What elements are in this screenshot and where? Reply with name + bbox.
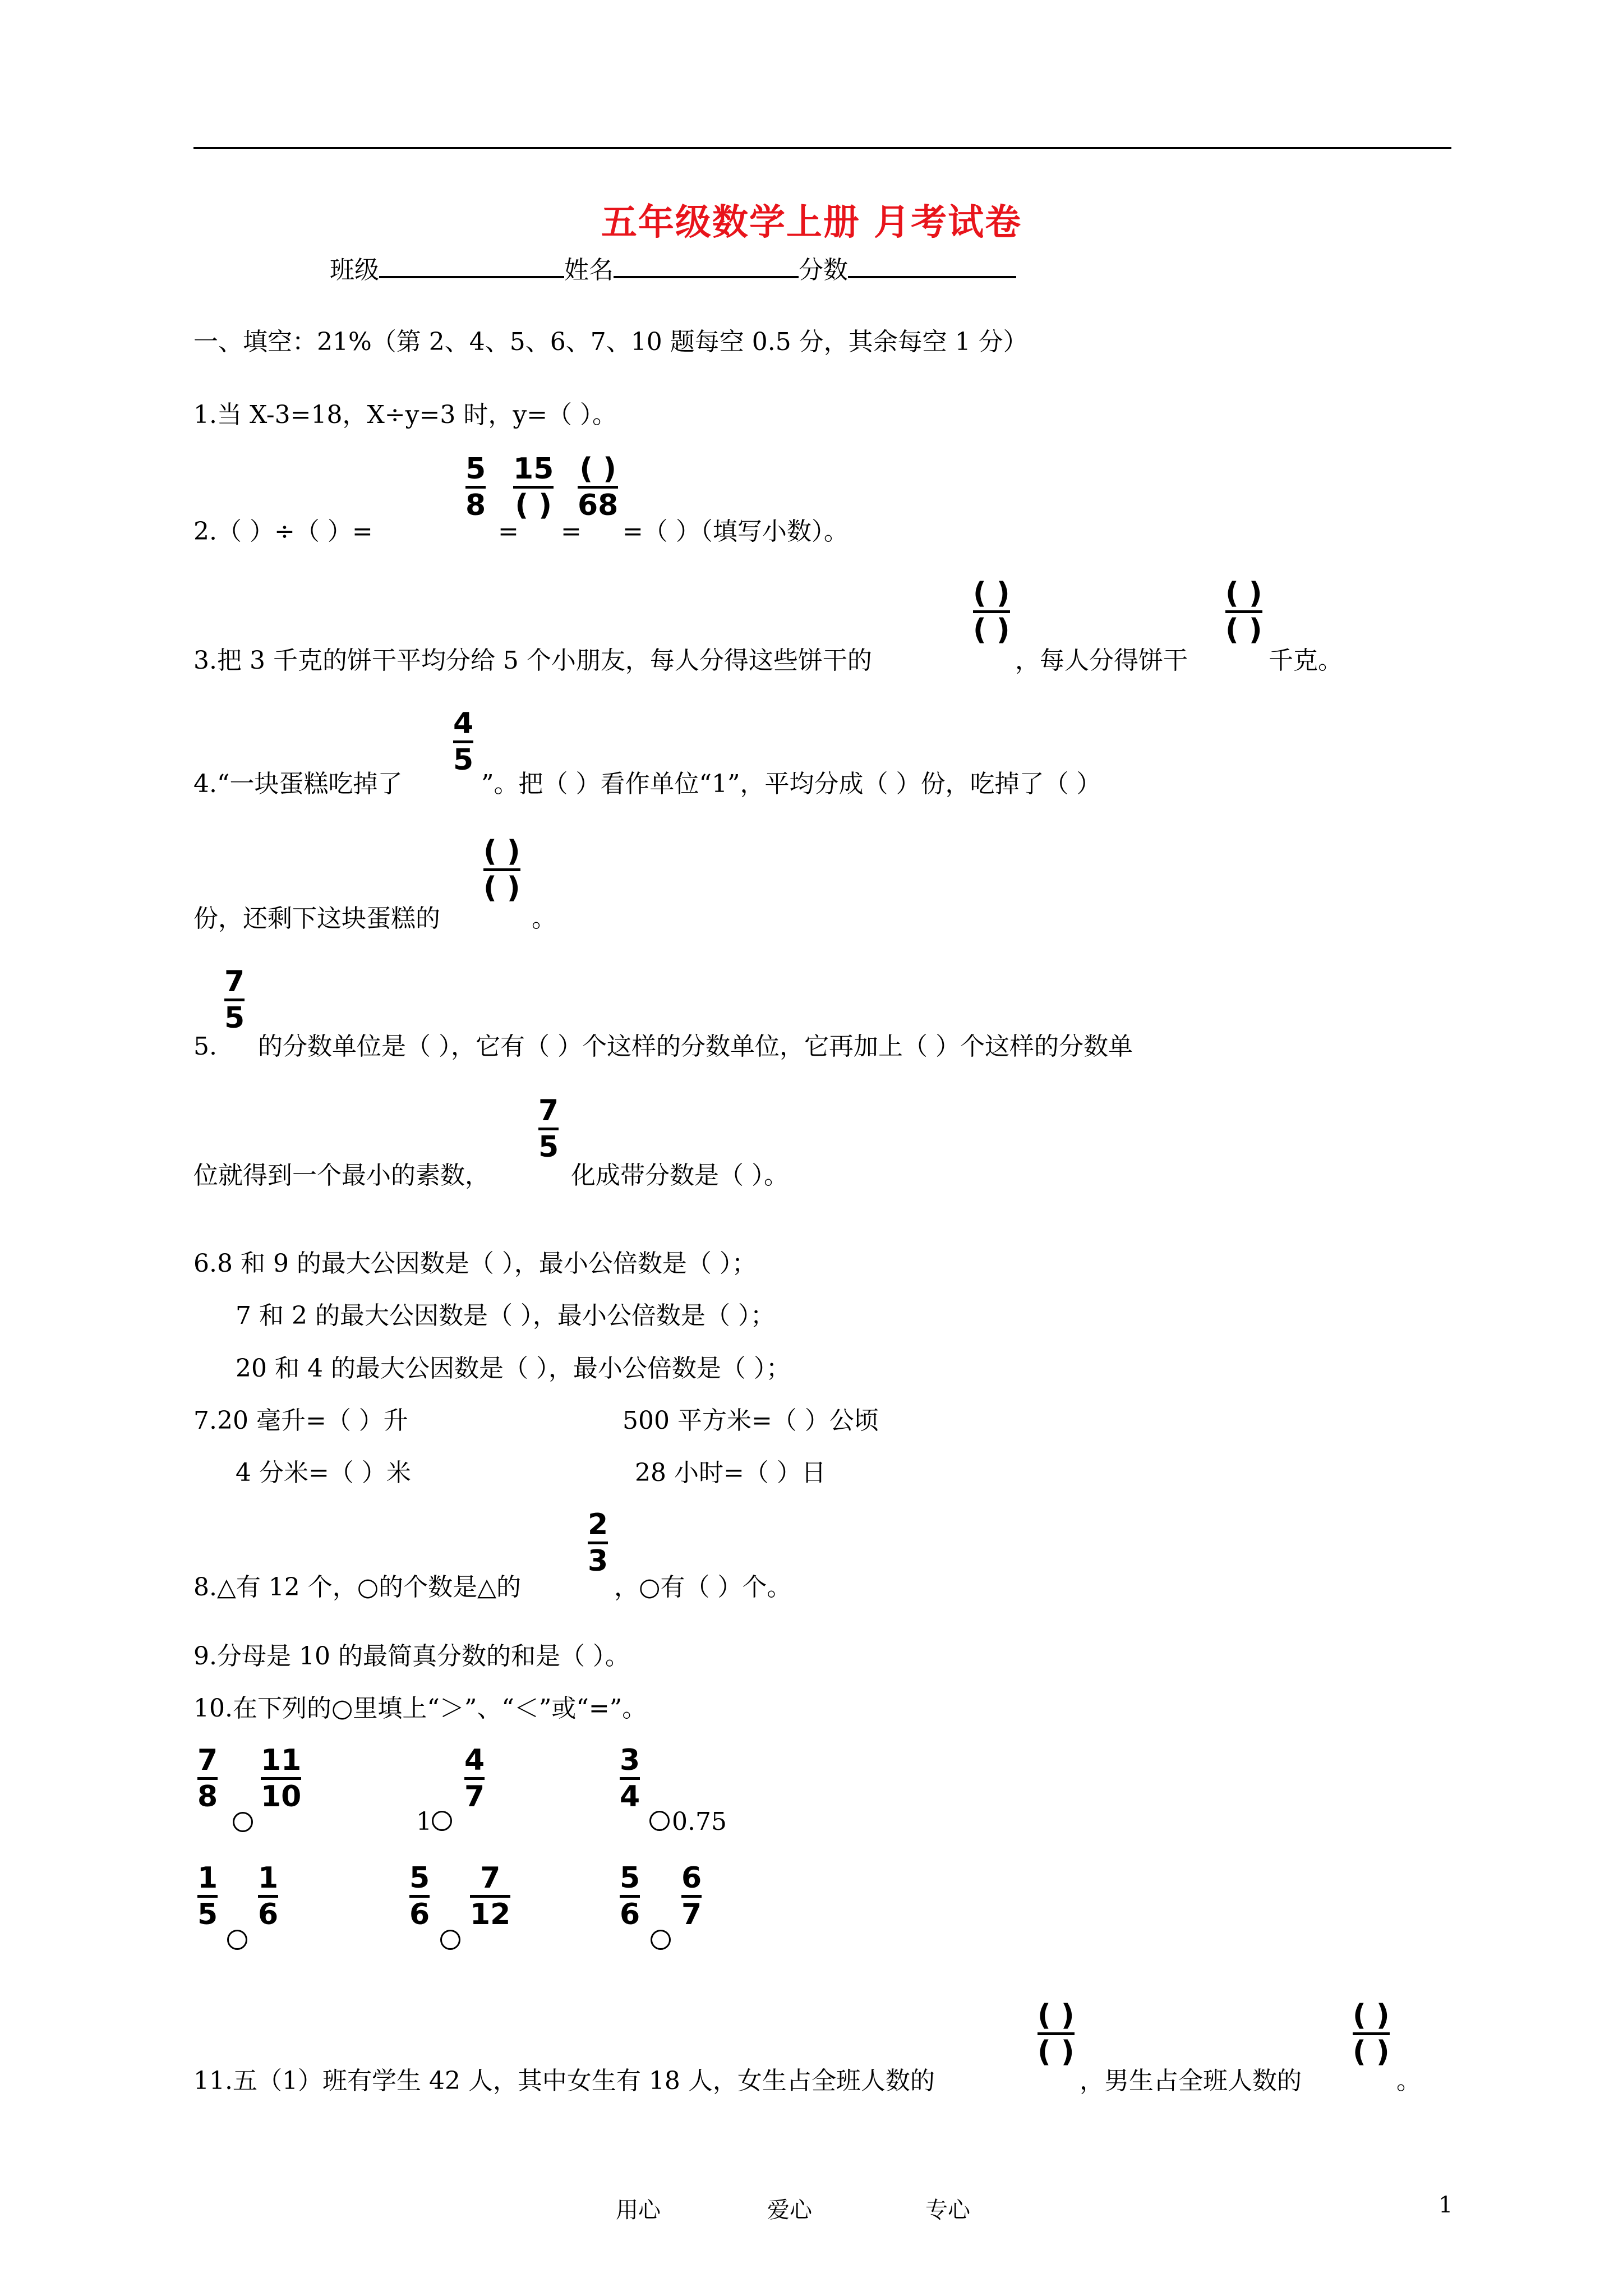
question-3-part1: 3.把 3 千克的饼干平均分给 5 个小朋友，每人分得这些饼干的 [193, 646, 872, 675]
q11-fraction-blank-1[interactable]: ( ) ( ) [1038, 1999, 1075, 2069]
question-7-d: 28 小时=（ ）日 [635, 1458, 826, 1487]
question-3-part3: 千克。 [1269, 646, 1343, 675]
q10-r2c2-right: 7 12 [470, 1861, 511, 1931]
score-label: 分数 [799, 256, 848, 284]
q10-r1c1-right: 11 10 [261, 1743, 302, 1814]
question-11-part1: 11.五（1）班有学生 42 人，其中女生有 18 人，女生占全班人数的 [193, 2067, 935, 2095]
q10-r2c2-left: 5 6 [409, 1861, 430, 1931]
question-10: 10.在下列的○里填上“＞”、“＜”或“=”。 [193, 1694, 647, 1723]
page-number: 1 [1438, 2192, 1453, 2218]
q3-fraction-blank-1[interactable]: ( ) ( ) [973, 577, 1010, 647]
question-5-line2a: 位就得到一个最小的素数， [193, 1161, 490, 1190]
footer-text-3: 专心 [925, 2197, 970, 2223]
question-8-part2: ，○有（ ）个。 [614, 1573, 792, 1602]
question-11-part2: ，男生占全班人数的 [1080, 2067, 1302, 2095]
student-info-line [330, 254, 1016, 286]
question-5-part1: 的分数单位是（ ），它有（ ）个这样的分数单位，它再加上（ ）个这样的分数单 [258, 1032, 1133, 1061]
question-7-c: 4 分米=（ ）米 [236, 1458, 411, 1487]
q4-fraction: 4 5 [453, 707, 474, 777]
q2-fraction-2: 15 ( ) [513, 452, 554, 522]
q10-r2c1-circle[interactable] [227, 1930, 247, 1950]
score-blank[interactable] [848, 254, 1016, 278]
header-rule [193, 147, 1451, 149]
q3-fraction-blank-2[interactable]: ( ) ( ) [1225, 577, 1262, 647]
footer-text-1: 用心 [616, 2197, 661, 2223]
question-7-b: 500 平方米=（ ）公顷 [623, 1406, 879, 1435]
q11-fraction-blank-2[interactable]: ( ) ( ) [1353, 1999, 1390, 2069]
q10-r2c3-circle[interactable] [651, 1930, 671, 1950]
question-3-part2: ，每人分得饼干 [1015, 646, 1188, 675]
question-6-line1: 6.8 和 9 的最大公因数是（ ），最小公倍数是（ ）； [193, 1249, 757, 1278]
q10-r2c2-circle[interactable] [440, 1930, 460, 1950]
q2-fraction-1: 5 8 [465, 452, 486, 522]
question-2-suffix: =（ ）（填写小数）。 [623, 517, 849, 546]
q10-r1c1-left: 7 8 [197, 1743, 218, 1814]
section-heading: 一、填空：21%（第 2、4、5、6、7、10 题每空 0.5 分，其余每空 1 分） [193, 328, 1028, 356]
question-5-line2b: 化成带分数是（ ）。 [571, 1161, 789, 1190]
q5-fraction-1: 7 5 [224, 965, 245, 1035]
question-7-a: 7.20 毫升=（ ）升 [193, 1406, 408, 1435]
q10-r1c1-circle[interactable] [233, 1812, 253, 1832]
q2-fraction-3: ( ) 68 [578, 452, 619, 522]
question-6-line2: 7 和 2 的最大公因数是（ ），最小公倍数是（ ）； [236, 1301, 775, 1330]
class-label: 班级 [330, 256, 379, 284]
name-label: 姓名 [564, 256, 614, 284]
name-blank[interactable] [614, 254, 799, 278]
q8-fraction: 2 3 [588, 1508, 608, 1578]
question-2-prefix: 2.（ ）÷（ ）= [193, 517, 373, 546]
question-4-part2: ”。把（ ）看作单位“1”，平均分成（ ）份，吃掉了（ ） [481, 770, 1101, 798]
q10-r1c2-circle[interactable] [432, 1811, 452, 1831]
q10-r1c3-circle[interactable] [649, 1811, 670, 1831]
question-9: 9.分母是 10 的最简真分数的和是（ ）。 [193, 1642, 630, 1671]
footer-text-2: 爱心 [767, 2197, 812, 2223]
page-title: 五年级数学上册 月考试卷 [601, 201, 1022, 243]
q4-fraction-blank[interactable]: ( ) ( ) [483, 835, 520, 905]
question-4-line2a: 份，还剩下这块蛋糕的 [193, 904, 440, 933]
q5-fraction-2: 7 5 [538, 1094, 559, 1164]
question-1: 1.当 X-3=18，X÷y=3 时，y=（ ）。 [193, 401, 617, 429]
q10-r2c3-left: 5 6 [620, 1861, 640, 1931]
q10-r2c1-right: 1 6 [258, 1861, 279, 1931]
q10-r1c3-left: 3 4 [620, 1743, 640, 1814]
class-blank[interactable] [379, 254, 564, 278]
q10-r2c1-left: 1 5 [197, 1861, 218, 1931]
q10-r2c3-right: 6 7 [681, 1861, 702, 1931]
q10-r1c2-right: 4 7 [464, 1743, 485, 1814]
question-6-line3: 20 和 4 的最大公因数是（ ），最小公倍数是（ ）； [236, 1354, 791, 1383]
question-8-part1: 8.△有 12 个，○的个数是△的 [193, 1573, 522, 1602]
question-4-part1: 4.“一块蛋糕吃掉了 [193, 770, 403, 798]
